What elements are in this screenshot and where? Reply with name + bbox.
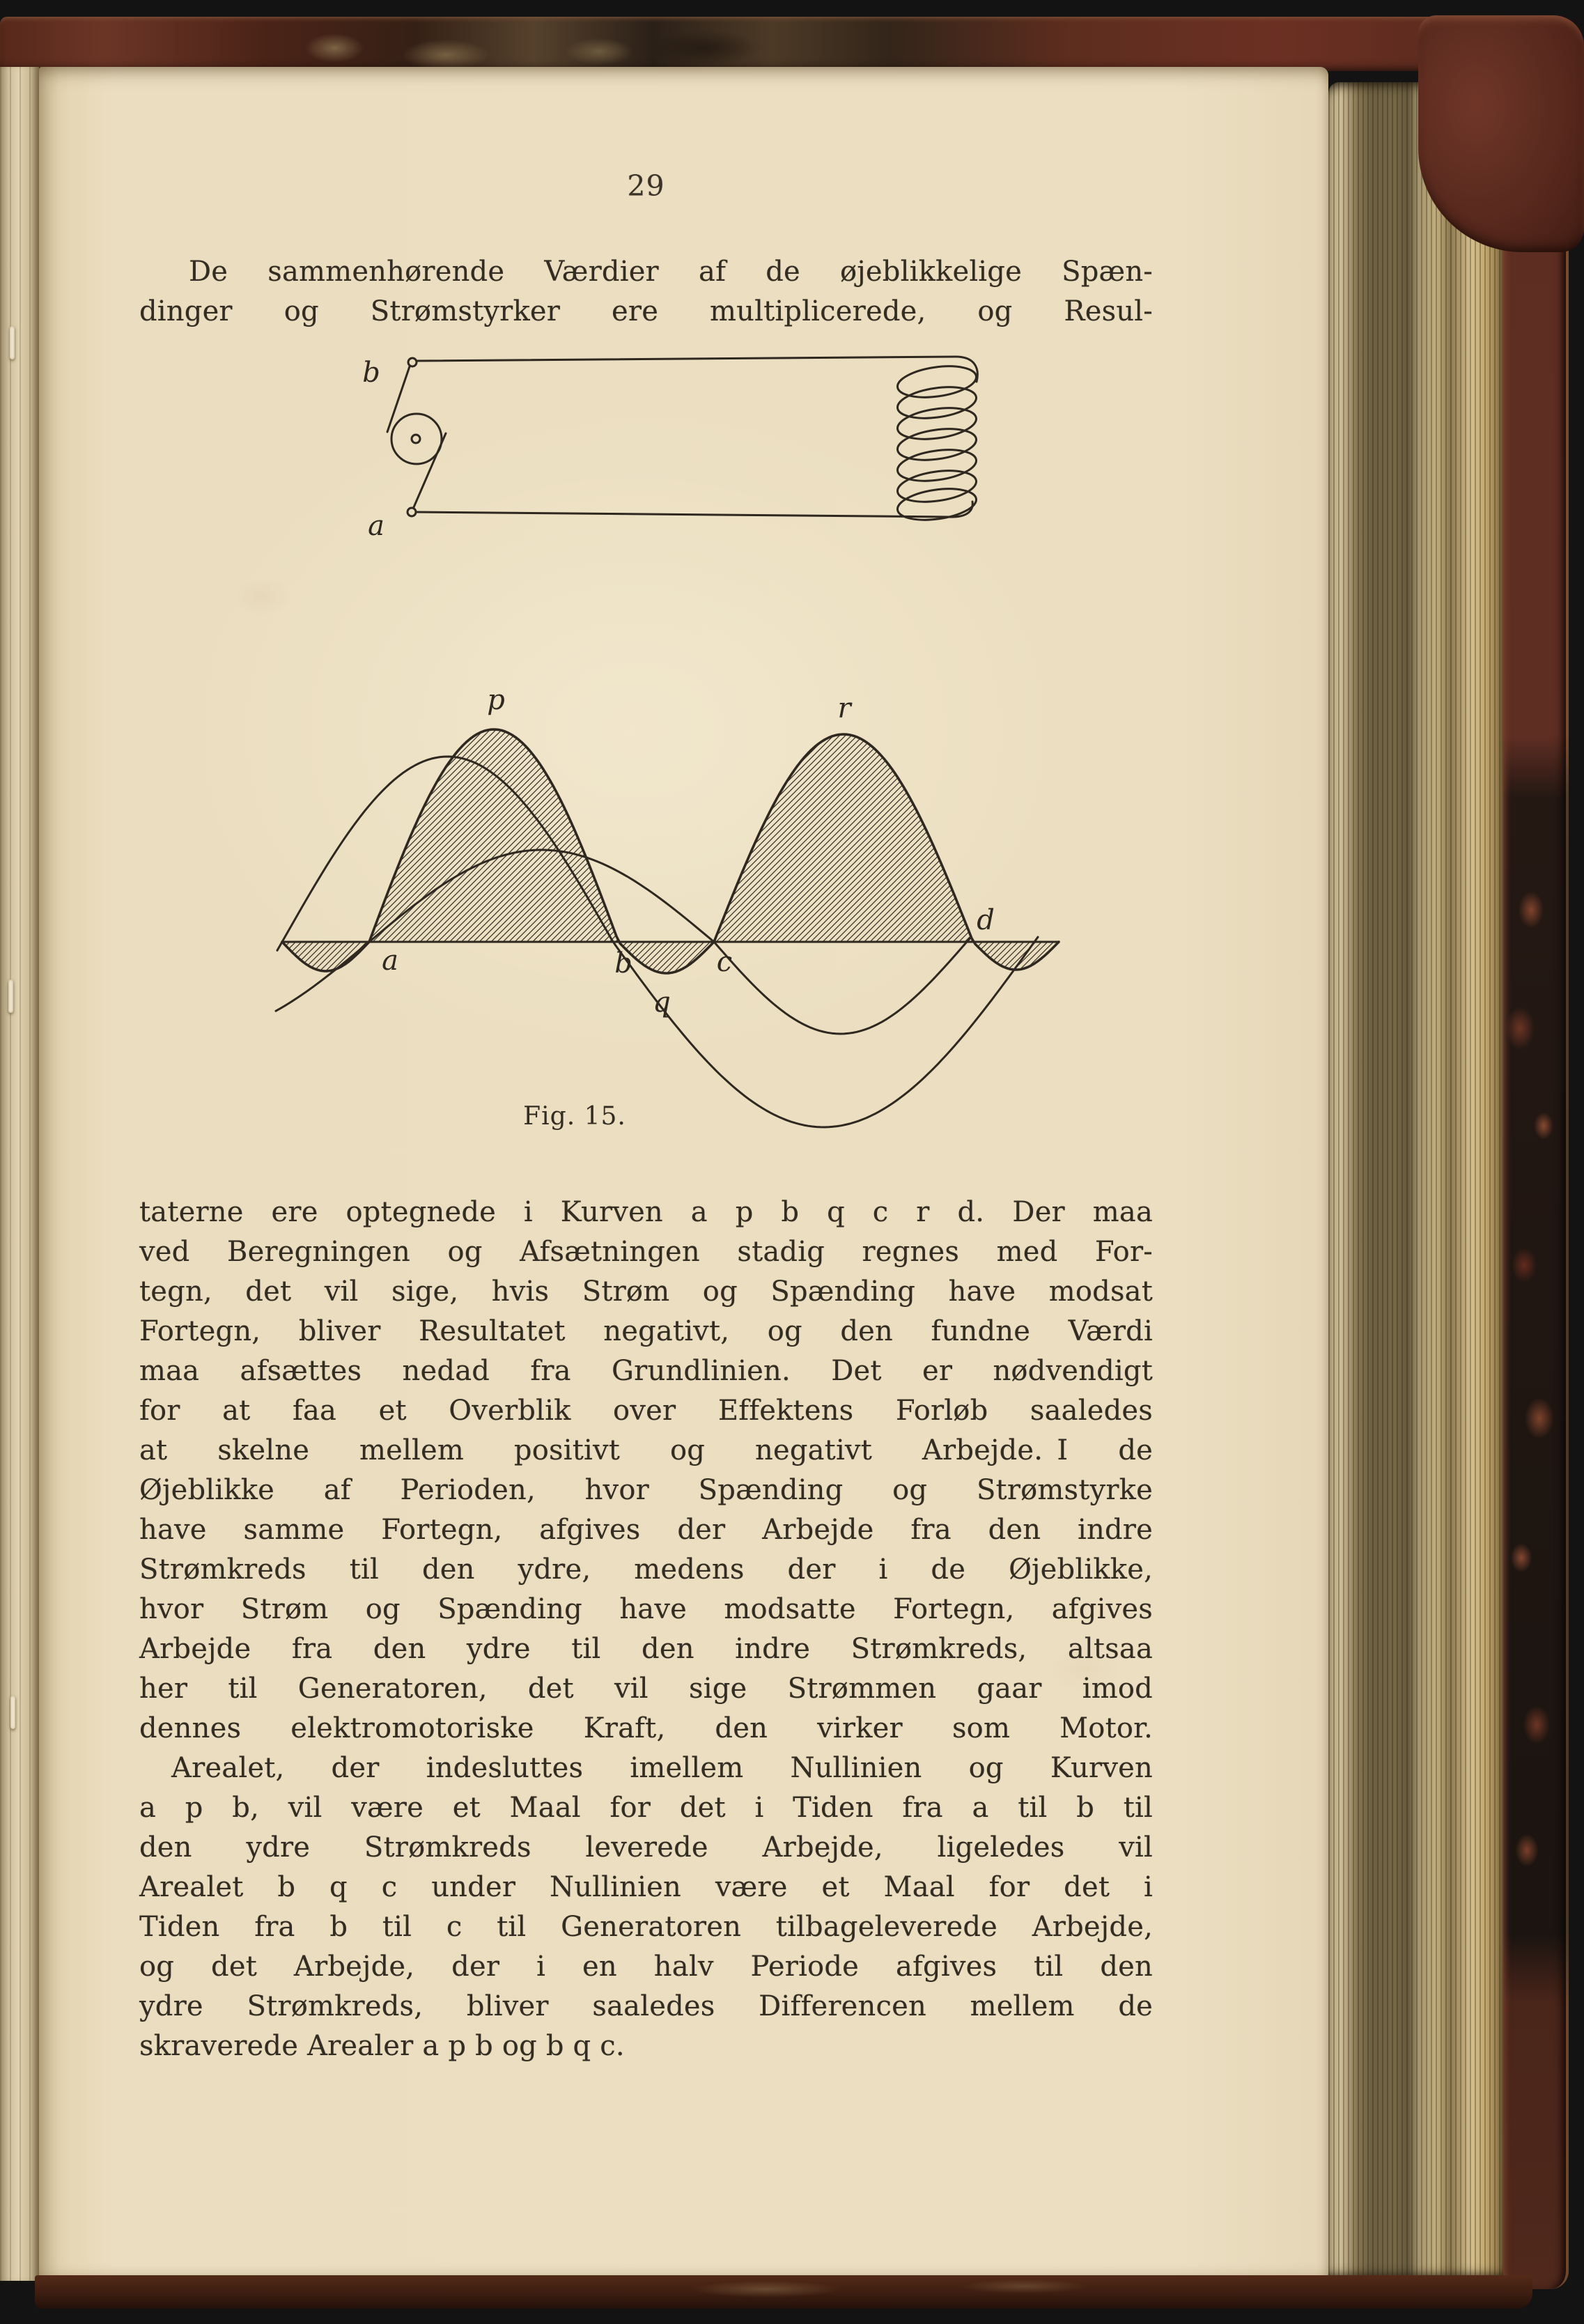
text-line: ydre Strømkreds, bliver saaledes Differencen mellem de bbox=[139, 1990, 1153, 2022]
text-line: Strømkreds til den ydre, medens der i de Øjeblikke, bbox=[139, 1554, 1153, 1586]
text-line: for at faa et Overblik over Effektens Forløb saaledes bbox=[139, 1395, 1153, 1427]
book-cover-bottom-edge bbox=[35, 2275, 1532, 2309]
terminal-label-a: a bbox=[368, 510, 385, 542]
circuit-diagram bbox=[306, 320, 1024, 571]
text-line: Fortegn, bliver Resultatet negativt, og den fundne Værdi bbox=[139, 1315, 1153, 1347]
curve-label-d: d bbox=[977, 904, 995, 936]
text-line: Tiden fra b til c til Generatoren tilbageleverede Arbejde, bbox=[139, 1911, 1153, 1943]
terminal-label-b: b bbox=[362, 357, 380, 389]
text-line: her til Generatoren, det vil sige Strømmen gaar imod bbox=[139, 1673, 1153, 1705]
page-number: 29 bbox=[627, 169, 665, 203]
binding-stitch bbox=[8, 979, 13, 1013]
marbled-cover-edge bbox=[1503, 39, 1569, 2289]
text-line: at skelne mellem positivt og negativt Arbejde. I de bbox=[139, 1434, 1153, 1466]
text-line: a p b, vil være et Maal for det i Tiden fra a til b til bbox=[139, 1792, 1153, 1824]
power-curve-hatched-area bbox=[282, 729, 1059, 973]
coil-icon bbox=[896, 362, 979, 524]
curve-label-p: p bbox=[487, 684, 505, 716]
text-line: den ydre Strømkreds leverede Arbejde, ligeledes vil bbox=[139, 1831, 1153, 1864]
text-line: skraverede Arealer a p b og b q c. bbox=[139, 2030, 625, 2062]
terminal-a bbox=[407, 508, 416, 516]
curve-label-q: q bbox=[653, 986, 671, 1018]
curve-label-b: b bbox=[614, 947, 632, 979]
text-line: Arealet, der indesluttes imellem Nullinien og Kurven bbox=[171, 1752, 1153, 1784]
figure-caption: Fig. 15. bbox=[523, 1102, 626, 1131]
text-line: Arbejde fra den ydre til den indre Strømkreds, altsaa bbox=[139, 1633, 1153, 1665]
text-line: tegn, det vil sige, hvis Strøm og Spænding have modsat bbox=[139, 1276, 1153, 1308]
text-line: maa afsættes nedad fra Grundlinien. Det er nødvendigt bbox=[139, 1355, 1153, 1387]
text-line: ved Beregningen og Afsætningen stadig regnes med For- bbox=[139, 1236, 1153, 1268]
text-line: og det Arbejde, der i en halv Periode afgives til den bbox=[139, 1951, 1153, 1983]
wire-bottom bbox=[416, 502, 972, 517]
paragraph-continuation-heading bbox=[139, 252, 1153, 332]
generator-pulley bbox=[391, 414, 442, 464]
curve-label-a: a bbox=[382, 945, 398, 977]
text-line: Øjeblikke af Perioden, hvor Spænding og Strømstyrke bbox=[139, 1474, 1153, 1506]
curve-label-r: r bbox=[837, 692, 851, 725]
body-paragraph bbox=[139, 1749, 1153, 2066]
text-line: taterne ere optegnede i Kurven a p b q c r d. Der maa bbox=[139, 1196, 1153, 1228]
text-line: Arealet b q c under Nullinien være et Maal for det i bbox=[139, 1871, 1153, 1903]
curve-label-c: c bbox=[716, 946, 733, 978]
wire-top bbox=[417, 357, 977, 382]
text-line: dinger og Strømstyrker ere multiplicerede, og Resul- bbox=[139, 295, 1153, 327]
book-cover-top-edge bbox=[0, 17, 1484, 71]
page-block-fore-edge bbox=[1328, 82, 1503, 2278]
binding-stitch bbox=[10, 1696, 15, 1729]
text-line: De sammenhørende Værdier af de øjeblikkelige Spæn- bbox=[189, 256, 1153, 288]
power-waveform-figure bbox=[230, 655, 1108, 1198]
text-line: hvor Strøm og Spænding have modsatte Fortegn, afgives bbox=[139, 1593, 1153, 1625]
pulley-axle bbox=[412, 435, 420, 443]
binding-gutter bbox=[0, 67, 39, 2281]
text-line: dennes elektromotoriske Kraft, den virker som Motor. bbox=[139, 1712, 1153, 1744]
body-paragraph bbox=[139, 1193, 1153, 1749]
binding-stitch bbox=[10, 326, 15, 359]
terminal-b bbox=[408, 358, 417, 366]
text-line: have samme Fortegn, afgives der Arbejde fra den indre bbox=[139, 1514, 1153, 1546]
